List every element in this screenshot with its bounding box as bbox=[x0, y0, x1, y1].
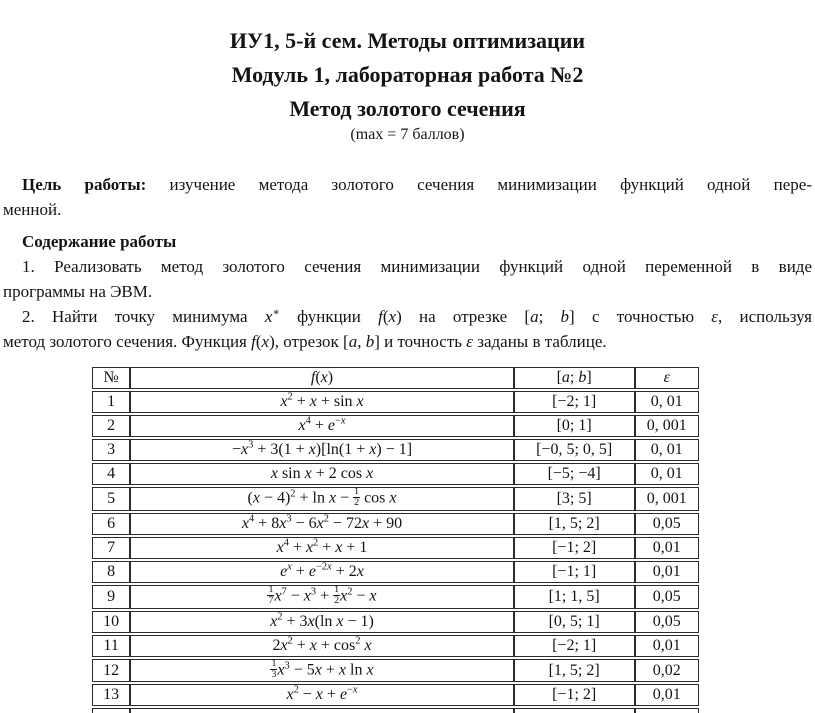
row-number-cell: 5 bbox=[92, 487, 130, 511]
epsilon-cell: 0,05 bbox=[635, 611, 699, 633]
interval-cell: [1, 5; 2] bbox=[514, 513, 635, 535]
variants-table bbox=[92, 365, 699, 713]
row-number-cell: 11 bbox=[92, 635, 130, 657]
epsilon-cell: 0,01 bbox=[635, 561, 699, 583]
interval-cell: [−5; −4] bbox=[514, 463, 635, 485]
row-number-cell bbox=[92, 708, 130, 713]
col-header-fx: f(x) bbox=[130, 367, 514, 389]
table-row bbox=[92, 391, 699, 413]
row-number-cell: 8 bbox=[92, 561, 130, 583]
goal-line-2: менной. bbox=[3, 200, 62, 219]
table-row bbox=[92, 487, 699, 511]
epsilon-cell: 0,01 bbox=[635, 684, 699, 706]
table-row bbox=[92, 513, 699, 535]
formula-cell: $x^2 + 3x(\ln$ x − 1) bbox=[130, 611, 514, 633]
col-header-num: № bbox=[92, 367, 130, 389]
table-row-partial bbox=[92, 708, 699, 713]
row-number-cell: 3 bbox=[92, 439, 130, 461]
formula-cell: $x^2 - x + e^{-x}$ bbox=[130, 684, 514, 706]
table-row bbox=[92, 415, 699, 437]
table-row bbox=[92, 561, 699, 583]
epsilon-cell: 0, 01 bbox=[635, 463, 699, 485]
formula-cell: $\frac{1}{3}$ $x^3 - 5x + x$ ln x bbox=[130, 659, 514, 683]
task-2-line-2: метод золотого сечения. Функция f(x), отрезок [a, b] и точность ε заданы в таблице. bbox=[3, 332, 607, 351]
row-number-cell: 12 bbox=[92, 659, 130, 683]
interval-cell: [−1; 1] bbox=[514, 561, 635, 583]
formula-cell bbox=[130, 708, 514, 713]
task-1-line-1: 1. Реализовать метод золотого сечения минимизации функций одной переменной в виде bbox=[22, 257, 812, 276]
course-title: ИУ1, 5-й сем. Методы оптимизации bbox=[229, 28, 586, 53]
table-row bbox=[92, 537, 699, 559]
table-row bbox=[92, 684, 699, 706]
task-1-line-2: программы на ЭВМ. bbox=[3, 282, 153, 301]
interval-cell: [3; 5] bbox=[514, 487, 635, 511]
formula-cell: $\frac{1}{7}$ $x^7 - x^3$ + $\frac{1}{2}$ $x^2 - x$ bbox=[130, 585, 514, 609]
formula-cell: $-x^3 + 3(1 + x)[\ln(1 + x) - 1]$ bbox=[130, 439, 514, 461]
table-row bbox=[92, 463, 699, 485]
row-number-cell: 2 bbox=[92, 415, 130, 437]
method-title: Метод золотого сечения bbox=[289, 96, 526, 121]
interval-cell: [−0, 5; 0, 5] bbox=[514, 439, 635, 461]
col-header-epsilon: ε bbox=[635, 367, 699, 389]
title-block bbox=[0, 24, 815, 146]
interval-cell: [0, 5; 1] bbox=[514, 611, 635, 633]
epsilon-cell: 0,05 bbox=[635, 585, 699, 609]
epsilon-cell: 0,02 bbox=[635, 659, 699, 683]
interval-cell: [1; 1, 5] bbox=[514, 585, 635, 609]
table-row bbox=[92, 585, 699, 609]
row-number-cell: 9 bbox=[92, 585, 130, 609]
row-number-cell: 1 bbox=[92, 391, 130, 413]
row-number-cell: 6 bbox=[92, 513, 130, 535]
table-row bbox=[92, 611, 699, 633]
interval-cell: [−2; 1] bbox=[514, 635, 635, 657]
col-header-interval: [a; b] bbox=[514, 367, 635, 389]
row-number-cell: 4 bbox=[92, 463, 130, 485]
max-points-note: (max = 7 баллов) bbox=[350, 126, 465, 143]
formula-cell: $2x^2 + x + \cos^2 x$ bbox=[130, 635, 514, 657]
epsilon-cell: 0, 001 bbox=[635, 487, 699, 511]
row-number-cell: 7 bbox=[92, 537, 130, 559]
formula-cell: x sin x + 2 cos x bbox=[130, 463, 514, 485]
contents-heading: Содержание работы bbox=[22, 232, 177, 251]
goal-paragraph bbox=[3, 172, 812, 222]
task-2-line-1: 2. Найти точку минимума x∗ функции f(x) на отрезке [a; b] с точностью ε, используя bbox=[22, 306, 812, 326]
task-1-paragraph bbox=[3, 254, 812, 304]
epsilon-cell bbox=[635, 708, 699, 713]
table-row bbox=[92, 659, 699, 683]
epsilon-cell: 0, 001 bbox=[635, 415, 699, 437]
interval-cell: [−2; 1] bbox=[514, 391, 635, 413]
epsilon-cell: 0,01 bbox=[635, 635, 699, 657]
epsilon-cell: 0,05 bbox=[635, 513, 699, 535]
epsilon-cell: 0, 01 bbox=[635, 439, 699, 461]
interval-cell: [−1; 2] bbox=[514, 684, 635, 706]
interval-cell: [−1; 2] bbox=[514, 537, 635, 559]
table-row bbox=[92, 635, 699, 657]
formula-cell: $x^2 + x + \sin x$ bbox=[130, 391, 514, 413]
table-row bbox=[92, 439, 699, 461]
formula-cell: $e^x + e^{-2x} + 2x$ bbox=[130, 561, 514, 583]
interval-cell bbox=[514, 708, 635, 713]
module-title: Модуль 1, лабораторная работа №2 bbox=[231, 62, 584, 87]
formula-cell: $x^4 + x^2 + x + 1$ bbox=[130, 537, 514, 559]
interval-cell: [1, 5; 2] bbox=[514, 659, 635, 683]
table-header-row bbox=[92, 367, 699, 389]
row-number-cell: 13 bbox=[92, 684, 130, 706]
formula-cell: $x^4 + 8x^3 - 6x^2 - 72x + 90$ bbox=[130, 513, 514, 535]
interval-cell: [0; 1] bbox=[514, 415, 635, 437]
goal-line-1: Цель работы: изучение метода золотого сечения минимизации функций одной пере- bbox=[22, 175, 812, 194]
epsilon-cell: 0,01 bbox=[635, 537, 699, 559]
task-2-paragraph bbox=[3, 304, 812, 354]
epsilon-cell: 0, 01 bbox=[635, 391, 699, 413]
formula-cell: $(x - 4)^2 + \ln x$ − $\frac{1}{2}$ cos x bbox=[130, 487, 514, 511]
row-number-cell: 10 bbox=[92, 611, 130, 633]
formula-cell: $x^4 + e^{-x}$ bbox=[130, 415, 514, 437]
